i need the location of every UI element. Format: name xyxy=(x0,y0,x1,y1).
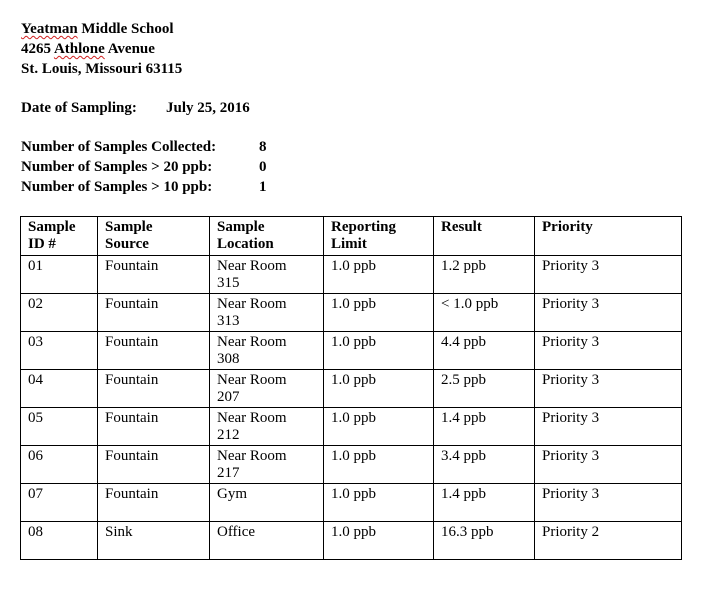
sampling-date-label: Date of Sampling: xyxy=(21,100,137,116)
cell-result: 4.4 ppb xyxy=(434,332,535,370)
table-row xyxy=(21,408,682,446)
samples-table xyxy=(20,216,682,560)
cell-source: Fountain xyxy=(98,484,210,522)
cell-limit: 1.0 ppb xyxy=(324,408,434,446)
cell-source: Fountain xyxy=(98,408,210,446)
cell-limit: 1.0 ppb xyxy=(324,370,434,408)
cell-priority: Priority 3 xyxy=(535,332,682,370)
cell-id: 08 xyxy=(21,522,98,560)
cell-source: Fountain xyxy=(98,446,210,484)
cell-location: Near Room 207 xyxy=(210,370,324,408)
count-row xyxy=(21,137,279,157)
table-row xyxy=(21,294,682,332)
cell-priority: Priority 3 xyxy=(535,484,682,522)
cell-source: Sink xyxy=(98,522,210,560)
cell-id: 03 xyxy=(21,332,98,370)
cell-location: Near Room 315 xyxy=(210,256,324,294)
address-number: 4265 xyxy=(21,41,54,57)
cell-id: 02 xyxy=(21,294,98,332)
cell-location: Near Room 313 xyxy=(210,294,324,332)
table-row xyxy=(21,370,682,408)
cell-priority: Priority 3 xyxy=(535,408,682,446)
table-row xyxy=(21,446,682,484)
count-value: 0 xyxy=(259,159,267,175)
cell-result: 2.5 ppb xyxy=(434,370,535,408)
cell-limit: 1.0 ppb xyxy=(324,484,434,522)
cell-location: Gym xyxy=(210,484,324,522)
cell-id: 01 xyxy=(21,256,98,294)
cell-priority: Priority 3 xyxy=(535,370,682,408)
cell-limit: 1.0 ppb xyxy=(324,332,434,370)
cell-id: 05 xyxy=(21,408,98,446)
cell-result: 1.2 ppb xyxy=(434,256,535,294)
cell-source: Fountain xyxy=(98,370,210,408)
cell-result: < 1.0 ppb xyxy=(434,294,535,332)
cell-limit: 1.0 ppb xyxy=(324,446,434,484)
cell-priority: Priority 2 xyxy=(535,522,682,560)
header-sample-id: Sample ID # xyxy=(21,217,98,256)
count-label: Number of Samples > 10 ppb: xyxy=(21,179,213,195)
cell-source: Fountain xyxy=(98,256,210,294)
table-header-row xyxy=(21,217,682,256)
cell-id: 07 xyxy=(21,484,98,522)
sample-counts xyxy=(21,137,279,197)
count-label: Number of Samples > 20 ppb: xyxy=(21,159,213,175)
header-priority: Priority xyxy=(535,217,682,256)
school-name-part2: Middle School xyxy=(77,21,174,37)
table-row xyxy=(21,484,682,522)
address-street: Athlone xyxy=(53,41,105,57)
cell-limit: 1.0 ppb xyxy=(324,256,434,294)
school-address xyxy=(21,39,182,59)
school-header xyxy=(21,19,182,79)
school-city-line: St. Louis, Missouri 63115 xyxy=(21,61,183,77)
cell-limit: 1.0 ppb xyxy=(324,522,434,560)
table-row xyxy=(21,522,682,560)
count-value: 1 xyxy=(259,179,267,195)
cell-location: Near Room 212 xyxy=(210,408,324,446)
cell-priority: Priority 3 xyxy=(535,446,682,484)
address-suffix: Avenue xyxy=(104,41,155,57)
count-label: Number of Samples Collected: xyxy=(21,139,217,155)
header-reporting-limit: Reporting Limit xyxy=(324,217,434,256)
cell-source: Fountain xyxy=(98,332,210,370)
cell-location: Office xyxy=(210,522,324,560)
cell-source: Fountain xyxy=(98,294,210,332)
cell-limit: 1.0 ppb xyxy=(324,294,434,332)
cell-result: 1.4 ppb xyxy=(434,408,535,446)
school-name-part1: Yeatman xyxy=(21,21,78,37)
school-name xyxy=(21,19,182,39)
cell-result: 3.4 ppb xyxy=(434,446,535,484)
header-sample-source: Sample Source xyxy=(98,217,210,256)
count-value: 8 xyxy=(259,139,267,155)
cell-id: 04 xyxy=(21,370,98,408)
cell-priority: Priority 3 xyxy=(535,294,682,332)
header-sample-location: Sample Location xyxy=(210,217,324,256)
count-row xyxy=(21,177,279,197)
cell-location: Near Room 217 xyxy=(210,446,324,484)
header-result: Result xyxy=(434,217,535,256)
table-row xyxy=(21,256,682,294)
cell-result: 16.3 ppb xyxy=(434,522,535,560)
count-row xyxy=(21,157,279,177)
cell-result: 1.4 ppb xyxy=(434,484,535,522)
table-row xyxy=(21,332,682,370)
sampling-date-value: July 25, 2016 xyxy=(166,100,250,116)
cell-priority: Priority 3 xyxy=(535,256,682,294)
cell-location: Near Room 308 xyxy=(210,332,324,370)
cell-id: 06 xyxy=(21,446,98,484)
sampling-date xyxy=(21,98,250,118)
